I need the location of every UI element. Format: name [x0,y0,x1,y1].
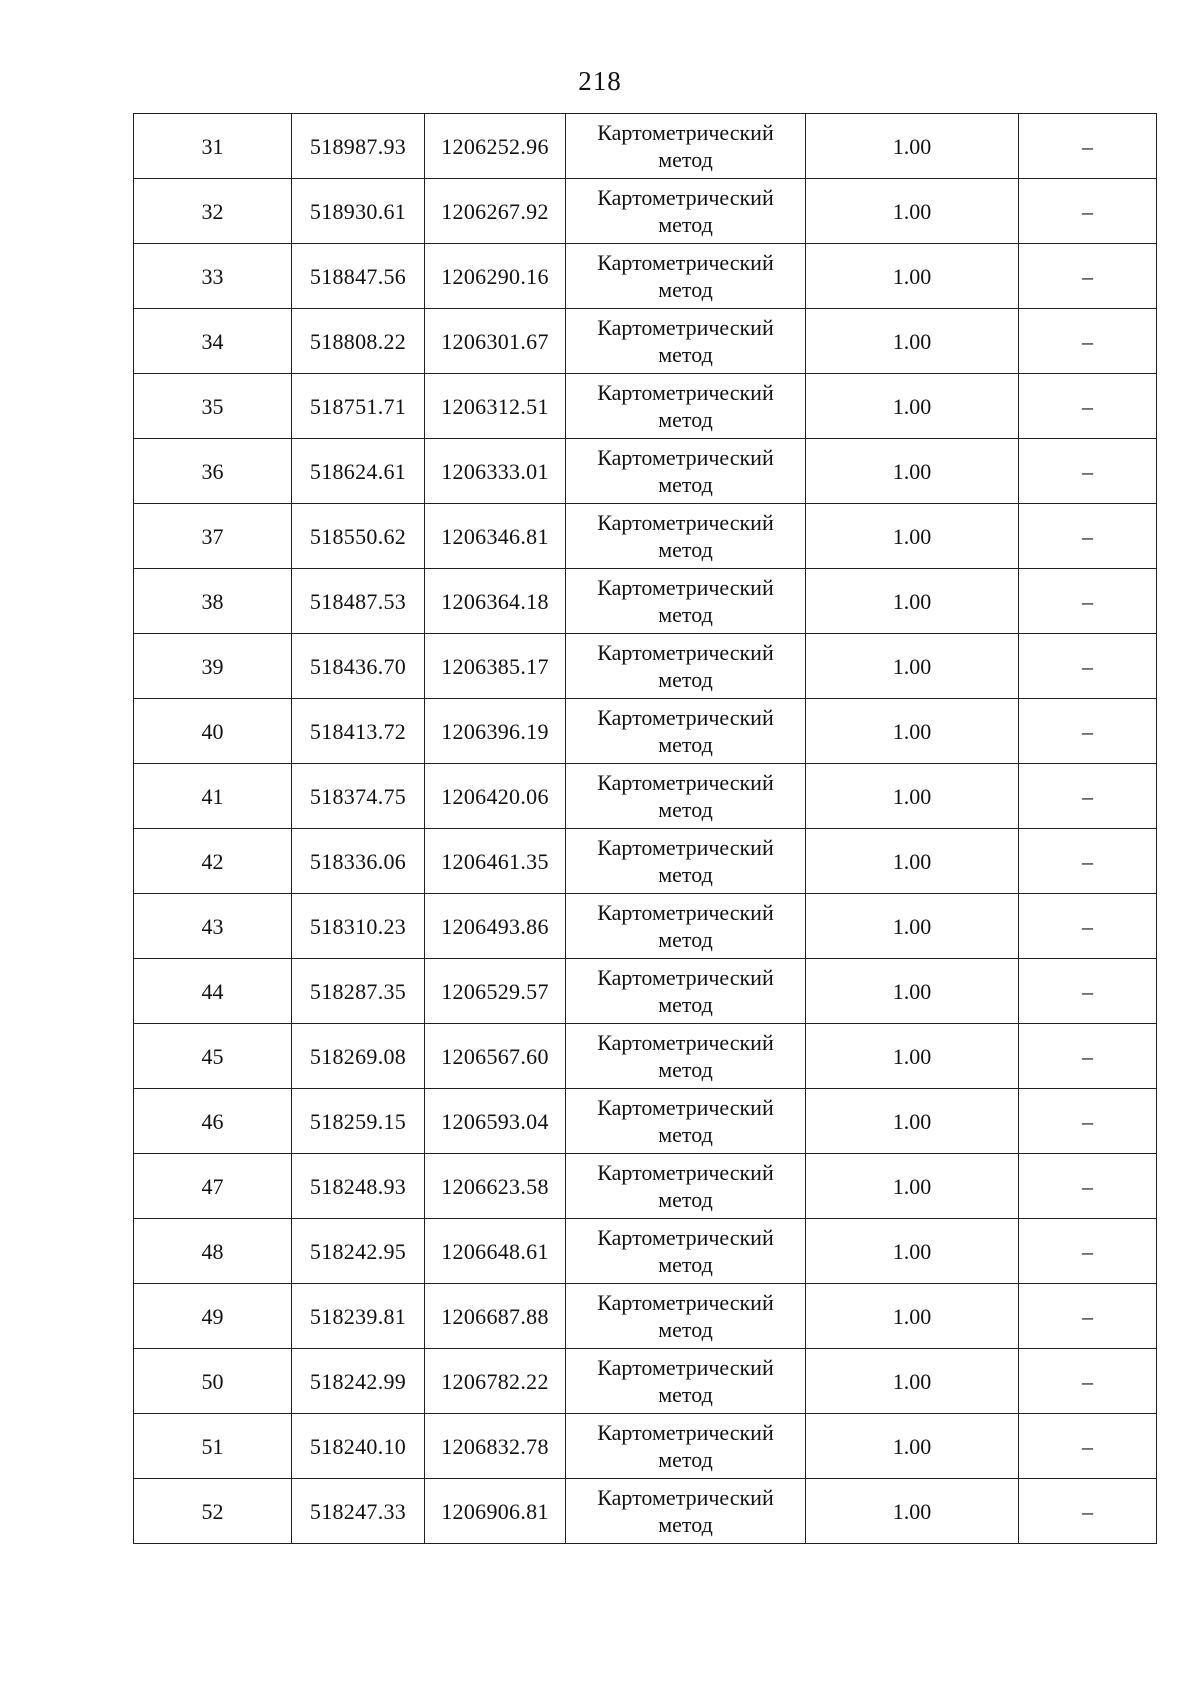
method-cell [566,179,806,244]
y-coordinate-cell: 1206420.06 [425,764,566,829]
y-coordinate-cell: 1206333.01 [425,439,566,504]
x-coordinate-cell: 518287.35 [292,959,425,1024]
description-cell: – [1019,179,1157,244]
x-coordinate-cell: 518374.75 [292,764,425,829]
x-coordinate-cell: 518247.33 [292,1479,425,1544]
method-line-1: Картометрический [597,120,774,145]
method-line-2: метод [658,732,713,757]
point-number-cell: 32 [134,179,292,244]
method-cell [566,1414,806,1479]
table-row [134,634,1157,699]
description-cell: – [1019,1024,1157,1089]
method-line-1: Картометрический [597,380,774,405]
accuracy-cell: 1.00 [806,699,1019,764]
description-cell: – [1019,374,1157,439]
method-line-2: метод [658,1382,713,1407]
description-cell: – [1019,1219,1157,1284]
method-cell [566,1154,806,1219]
y-coordinate-cell: 1206290.16 [425,244,566,309]
point-number-cell: 37 [134,504,292,569]
table-row [134,1284,1157,1349]
description-cell: – [1019,1089,1157,1154]
table-row [134,374,1157,439]
point-number-cell: 41 [134,764,292,829]
method-cell [566,959,806,1024]
x-coordinate-cell: 518487.53 [292,569,425,634]
method-cell [566,114,806,179]
table-body [134,114,1157,1544]
x-coordinate-cell: 518751.71 [292,374,425,439]
description-cell: – [1019,569,1157,634]
point-number-cell: 42 [134,829,292,894]
method-line-1: Картометрический [597,250,774,275]
coordinates-table-container [133,113,1156,1544]
point-number-cell: 43 [134,894,292,959]
accuracy-cell: 1.00 [806,114,1019,179]
point-number-cell: 39 [134,634,292,699]
accuracy-cell: 1.00 [806,634,1019,699]
accuracy-cell: 1.00 [806,829,1019,894]
point-number-cell: 34 [134,309,292,374]
point-number-cell: 50 [134,1349,292,1414]
table-row [134,1479,1157,1544]
method-line-1: Картометрический [597,705,774,730]
method-line-2: метод [658,277,713,302]
description-cell: – [1019,894,1157,959]
x-coordinate-cell: 518847.56 [292,244,425,309]
method-line-2: метод [658,537,713,562]
method-line-1: Картометрический [597,965,774,990]
y-coordinate-cell: 1206687.88 [425,1284,566,1349]
method-line-2: метод [658,1317,713,1342]
x-coordinate-cell: 518930.61 [292,179,425,244]
method-cell [566,1284,806,1349]
table-row [134,699,1157,764]
method-line-2: метод [658,667,713,692]
method-line-1: Картометрический [597,640,774,665]
method-cell [566,309,806,374]
y-coordinate-cell: 1206385.17 [425,634,566,699]
method-line-1: Картометрический [597,185,774,210]
table-row [134,764,1157,829]
method-cell [566,504,806,569]
table-row [134,1219,1157,1284]
method-cell [566,699,806,764]
table-row [134,439,1157,504]
method-cell [566,1089,806,1154]
method-line-1: Картометрический [597,575,774,600]
y-coordinate-cell: 1206529.57 [425,959,566,1024]
description-cell: – [1019,634,1157,699]
table-row [134,1349,1157,1414]
x-coordinate-cell: 518242.99 [292,1349,425,1414]
x-coordinate-cell: 518808.22 [292,309,425,374]
page-number: 218 [578,66,622,96]
table-row [134,1154,1157,1219]
description-cell: – [1019,1349,1157,1414]
method-cell [566,829,806,894]
method-line-2: метод [658,1447,713,1472]
point-number-cell: 33 [134,244,292,309]
y-coordinate-cell: 1206623.58 [425,1154,566,1219]
accuracy-cell: 1.00 [806,894,1019,959]
description-cell: – [1019,1284,1157,1349]
accuracy-cell: 1.00 [806,244,1019,309]
point-number-cell: 47 [134,1154,292,1219]
accuracy-cell: 1.00 [806,309,1019,374]
accuracy-cell: 1.00 [806,1284,1019,1349]
description-cell: – [1019,1479,1157,1544]
x-coordinate-cell: 518550.62 [292,504,425,569]
table-row [134,1089,1157,1154]
x-coordinate-cell: 518240.10 [292,1414,425,1479]
method-cell [566,374,806,439]
method-line-2: метод [658,1057,713,1082]
method-line-2: метод [658,147,713,172]
accuracy-cell: 1.00 [806,1154,1019,1219]
y-coordinate-cell: 1206593.04 [425,1089,566,1154]
method-cell [566,1479,806,1544]
method-line-2: метод [658,927,713,952]
method-line-2: метод [658,797,713,822]
method-line-2: метод [658,407,713,432]
y-coordinate-cell: 1206648.61 [425,1219,566,1284]
method-cell [566,1219,806,1284]
method-cell [566,244,806,309]
y-coordinate-cell: 1206906.81 [425,1479,566,1544]
description-cell: – [1019,829,1157,894]
y-coordinate-cell: 1206301.67 [425,309,566,374]
point-number-cell: 52 [134,1479,292,1544]
point-number-cell: 40 [134,699,292,764]
table-row [134,244,1157,309]
method-line-1: Картометрический [597,1290,774,1315]
point-number-cell: 31 [134,114,292,179]
method-line-1: Картометрический [597,445,774,470]
point-number-cell: 46 [134,1089,292,1154]
method-line-1: Картометрический [597,1355,774,1380]
y-coordinate-cell: 1206782.22 [425,1349,566,1414]
point-number-cell: 38 [134,569,292,634]
accuracy-cell: 1.00 [806,439,1019,504]
table-row [134,569,1157,634]
description-cell: – [1019,114,1157,179]
method-line-2: метод [658,212,713,237]
method-line-2: метод [658,992,713,1017]
method-line-1: Картометрический [597,1095,774,1120]
x-coordinate-cell: 518259.15 [292,1089,425,1154]
table-row [134,829,1157,894]
method-line-2: метод [658,862,713,887]
method-line-1: Картометрический [597,835,774,860]
description-cell: – [1019,1154,1157,1219]
method-cell [566,439,806,504]
x-coordinate-cell: 518239.81 [292,1284,425,1349]
coordinates-table [133,113,1157,1544]
method-line-2: метод [658,1122,713,1147]
x-coordinate-cell: 518310.23 [292,894,425,959]
y-coordinate-cell: 1206346.81 [425,504,566,569]
method-line-1: Картометрический [597,770,774,795]
accuracy-cell: 1.00 [806,959,1019,1024]
table-row [134,114,1157,179]
point-number-cell: 45 [134,1024,292,1089]
accuracy-cell: 1.00 [806,1414,1019,1479]
point-number-cell: 36 [134,439,292,504]
accuracy-cell: 1.00 [806,1349,1019,1414]
point-number-cell: 51 [134,1414,292,1479]
method-cell [566,1024,806,1089]
method-line-1: Картометрический [597,1420,774,1445]
x-coordinate-cell: 518436.70 [292,634,425,699]
method-line-2: метод [658,1252,713,1277]
method-line-2: метод [658,472,713,497]
accuracy-cell: 1.00 [806,504,1019,569]
description-cell: – [1019,699,1157,764]
method-line-1: Картометрический [597,315,774,340]
description-cell: – [1019,309,1157,374]
y-coordinate-cell: 1206396.19 [425,699,566,764]
y-coordinate-cell: 1206252.96 [425,114,566,179]
accuracy-cell: 1.00 [806,1089,1019,1154]
x-coordinate-cell: 518624.61 [292,439,425,504]
x-coordinate-cell: 518248.93 [292,1154,425,1219]
description-cell: – [1019,1414,1157,1479]
accuracy-cell: 1.00 [806,1479,1019,1544]
method-line-2: метод [658,602,713,627]
description-cell: – [1019,504,1157,569]
y-coordinate-cell: 1206493.86 [425,894,566,959]
method-line-1: Картометрический [597,900,774,925]
description-cell: – [1019,764,1157,829]
point-number-cell: 48 [134,1219,292,1284]
method-line-1: Картометрический [597,510,774,535]
table-row [134,1414,1157,1479]
accuracy-cell: 1.00 [806,179,1019,244]
method-line-1: Картометрический [597,1225,774,1250]
method-line-2: метод [658,342,713,367]
method-cell [566,634,806,699]
description-cell: – [1019,959,1157,1024]
accuracy-cell: 1.00 [806,1219,1019,1284]
method-line-1: Картометрический [597,1160,774,1185]
accuracy-cell: 1.00 [806,1024,1019,1089]
accuracy-cell: 1.00 [806,569,1019,634]
method-cell [566,764,806,829]
method-cell [566,894,806,959]
y-coordinate-cell: 1206364.18 [425,569,566,634]
x-coordinate-cell: 518413.72 [292,699,425,764]
x-coordinate-cell: 518242.95 [292,1219,425,1284]
y-coordinate-cell: 1206832.78 [425,1414,566,1479]
point-number-cell: 44 [134,959,292,1024]
table-row [134,179,1157,244]
table-row [134,959,1157,1024]
y-coordinate-cell: 1206267.92 [425,179,566,244]
table-row [134,894,1157,959]
accuracy-cell: 1.00 [806,374,1019,439]
method-line-1: Картометрический [597,1485,774,1510]
y-coordinate-cell: 1206312.51 [425,374,566,439]
x-coordinate-cell: 518336.06 [292,829,425,894]
method-cell [566,569,806,634]
table-row [134,504,1157,569]
x-coordinate-cell: 518987.93 [292,114,425,179]
y-coordinate-cell: 1206461.35 [425,829,566,894]
description-cell: – [1019,439,1157,504]
y-coordinate-cell: 1206567.60 [425,1024,566,1089]
method-line-2: метод [658,1512,713,1537]
point-number-cell: 49 [134,1284,292,1349]
accuracy-cell: 1.00 [806,764,1019,829]
method-line-1: Картометрический [597,1030,774,1055]
point-number-cell: 35 [134,374,292,439]
method-line-2: метод [658,1187,713,1212]
description-cell: – [1019,244,1157,309]
table-row [134,309,1157,374]
method-cell [566,1349,806,1414]
x-coordinate-cell: 518269.08 [292,1024,425,1089]
table-row [134,1024,1157,1089]
